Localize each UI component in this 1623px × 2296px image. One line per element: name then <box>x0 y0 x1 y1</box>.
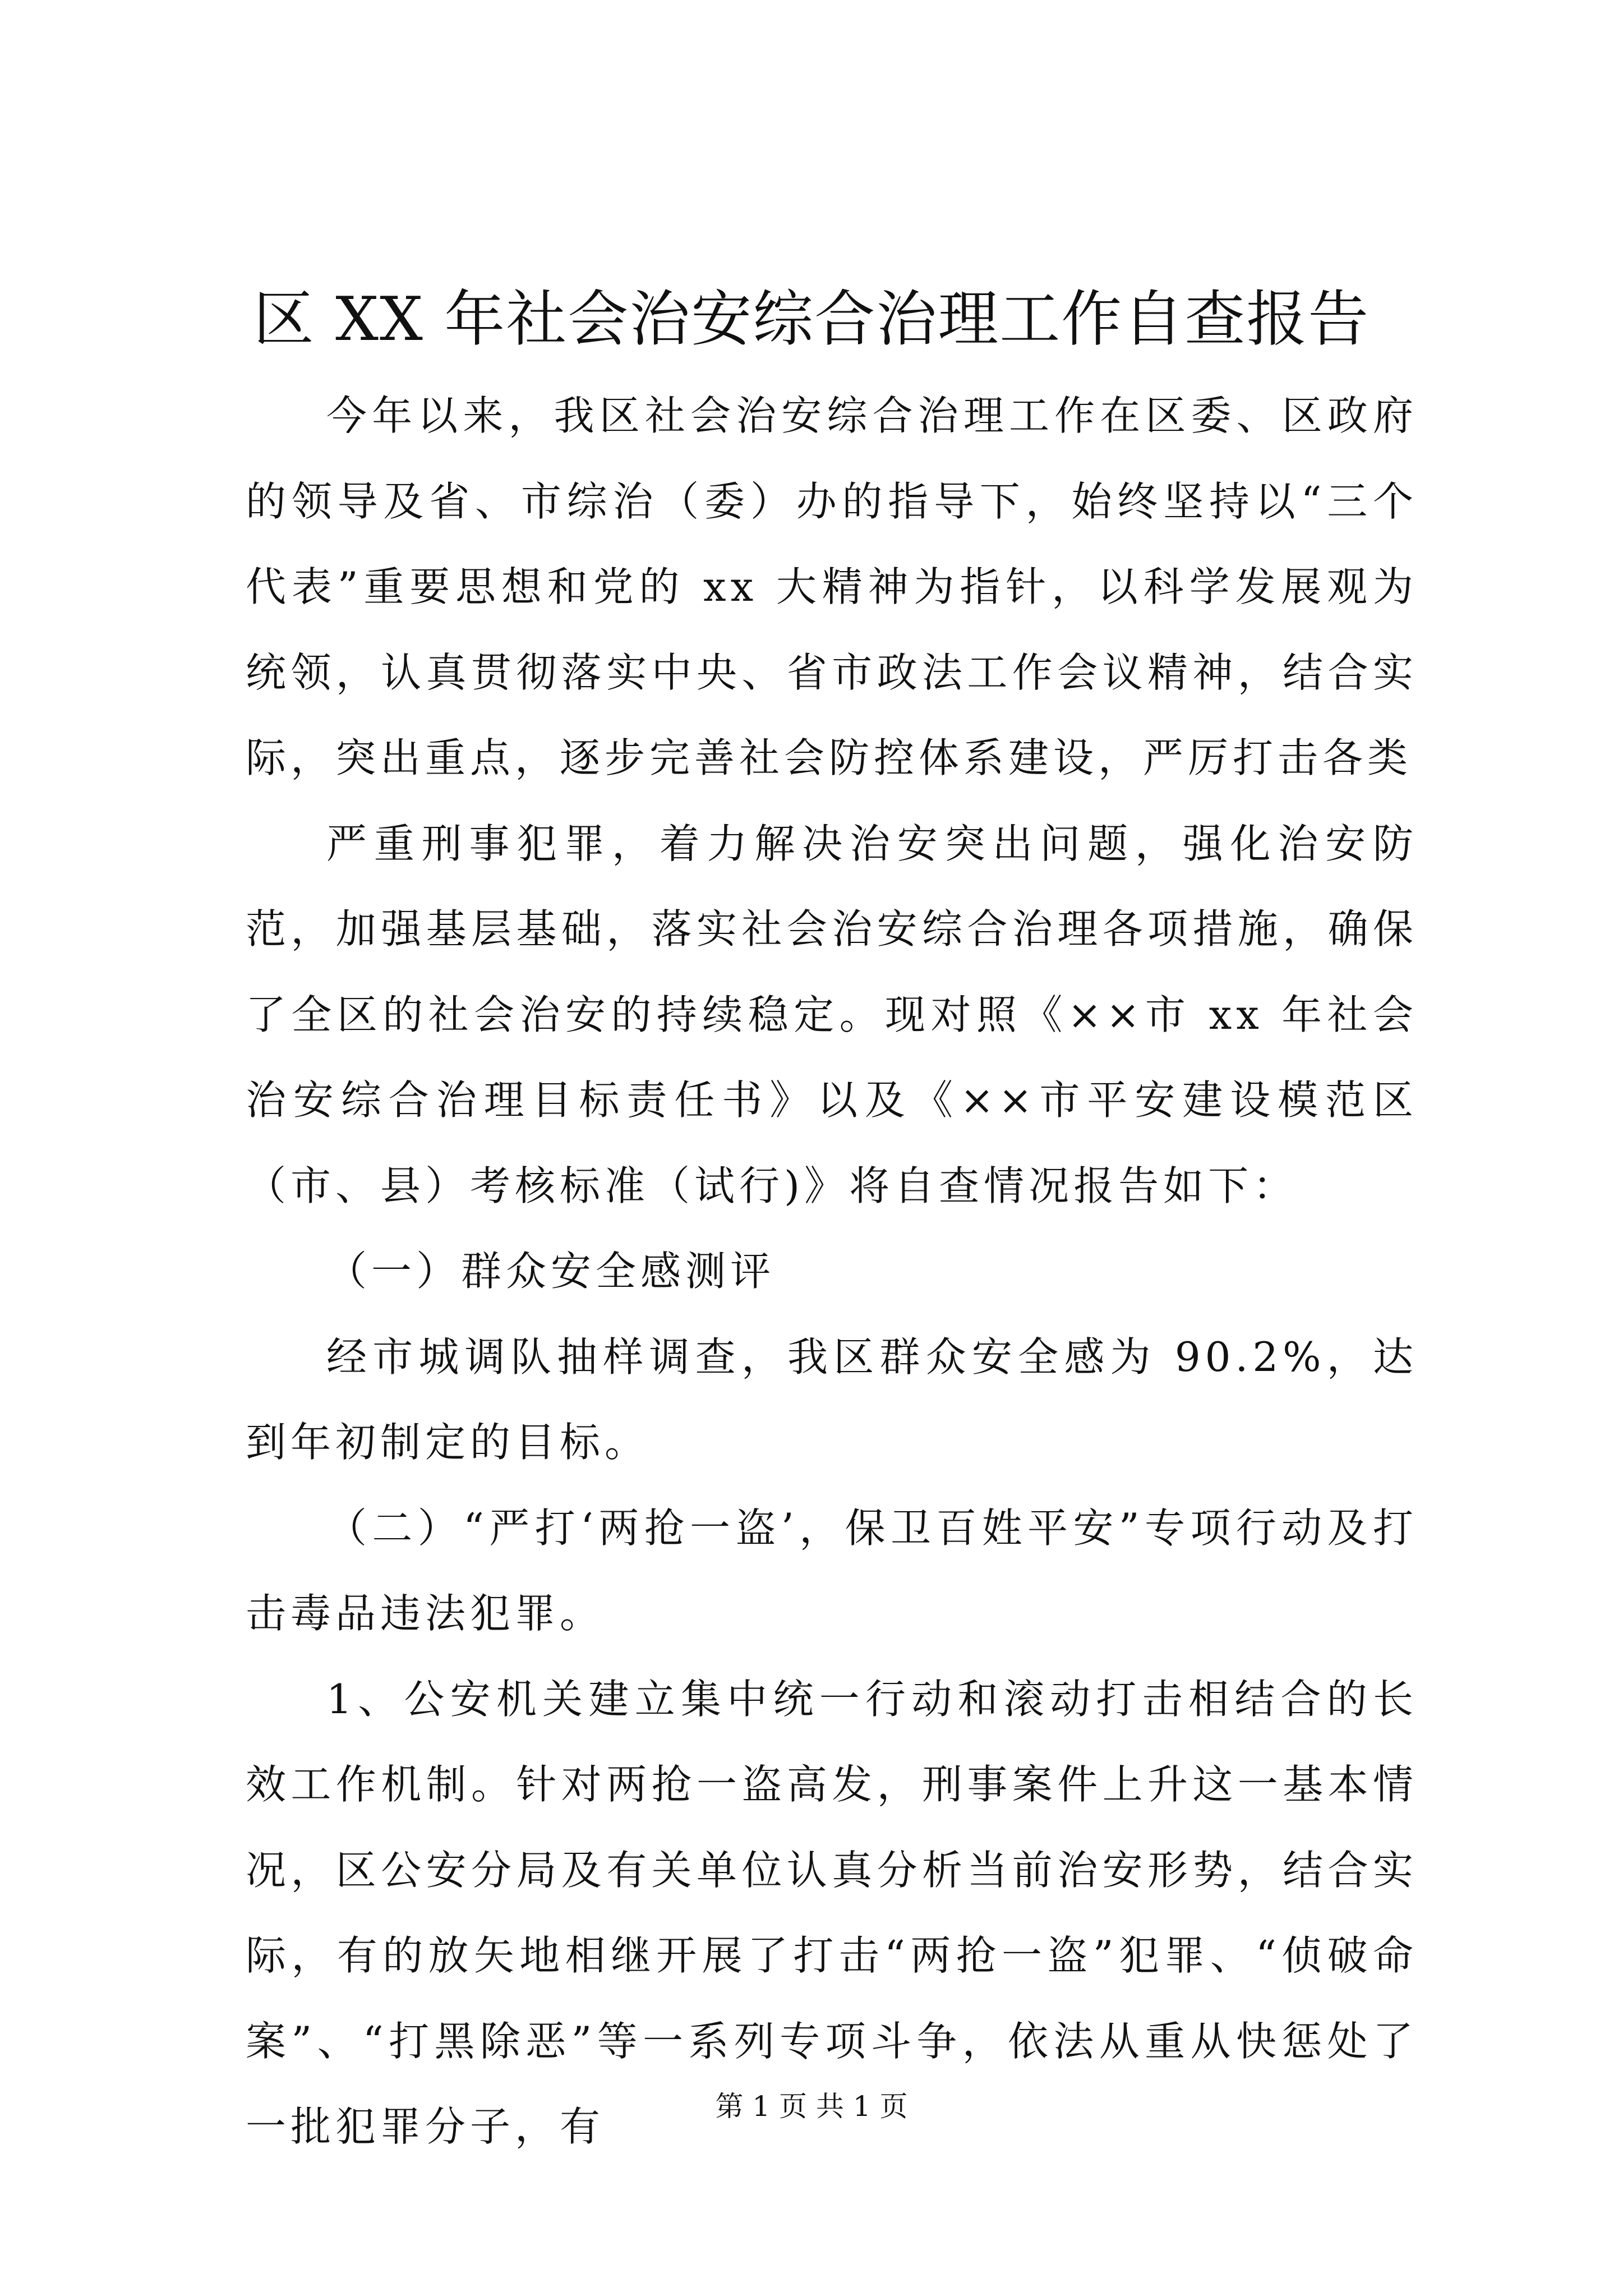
paragraph-safety-survey: 经市城调队抽样调查，我区群众安全感为 90.2%，达到年初制定的目标。 <box>246 1333 1418 1466</box>
document-title: 区 XX 年社会治安综合治理工作自查报告 <box>253 284 1370 355</box>
paragraph-intro: 今年以来，我区社会治安综合治理工作在区委、区政府的领导及省、市综治（委）办的指导下，始终坚持以“三个代表”重要思想和党的 xx 大精神为指针，以科学发展观为统领，认真贯彻落实中央、省市政法工作会议精神，结合实际，突出重点，逐步完善社会防控体系建设，严厉打击各类 <box>246 392 1418 781</box>
paragraph-police-mechanism: 1、公安机关建立集中统一行动和滚动打击相结合的长效工作机制。针对两抢一盗高发，刑事案件上升这一基本情况，区公安分局及有关单位认真分析当前治安形势，结合实际，有的放矢地相继开展了打击“两抢一盗”犯罪、“侦破命案”、“打黑除恶”等一系列专项斗争，依法从重从快惩处了一批犯罪分子，有 <box>246 1675 1418 2150</box>
section-heading-1: （一）群众安全感测评 <box>326 1248 776 1295</box>
document-body <box>246 373 1418 2170</box>
section-heading-2: （二）“严打‘两抢一盗’，保卫百姓平安”专项行动及打击毒品违法犯罪。 <box>246 1504 1418 1637</box>
page-footer: 第 1 页 共 1 页 <box>715 2090 908 2123</box>
paragraph-summary: 严重刑事犯罪，着力解决治安突出问题，强化治安防范，加强基层基础，落实社会治安综合治理各项措施，确保了全区的社会治安的持续稳定。现对照《××市 xx 年社会治安综合治理目标责任书》以及《××市平安建设模范区（市、县）考核标准（试行)》将自查情况报告如下： <box>246 820 1418 1209</box>
